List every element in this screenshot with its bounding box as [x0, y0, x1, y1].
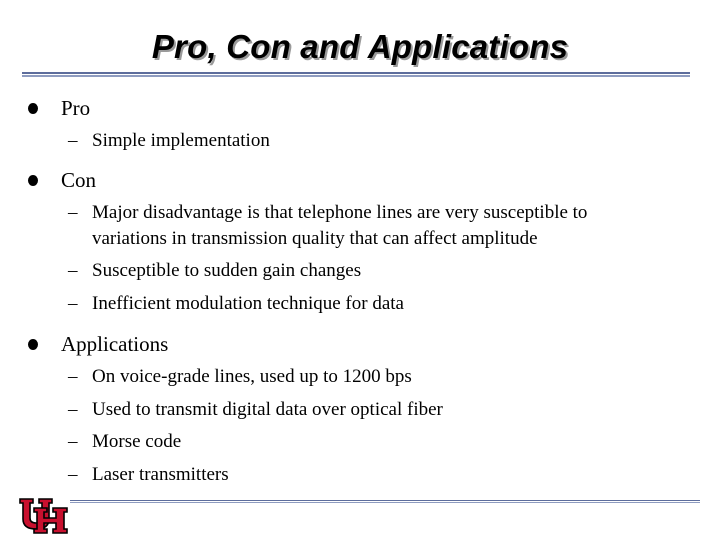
dash-icon: – [68, 202, 78, 223]
sub-item-text: Inefficient modulation technique for data [92, 293, 404, 314]
dash-icon: – [68, 260, 78, 281]
bullet-label: Pro [61, 96, 91, 120]
sub-item-text: Susceptible to sudden gain changes [92, 260, 362, 281]
sub-item-text: Morse code [92, 431, 182, 452]
bullet-label: Applications [61, 332, 169, 356]
dash-icon: – [68, 366, 78, 387]
sub-item-text: On voice-grade lines, used up to 1200 bps [92, 366, 412, 387]
bullet-dot-icon [28, 339, 38, 350]
sub-item-text: Simple implementation [92, 130, 270, 151]
bullet-dot-icon [28, 103, 38, 114]
sub-item-text: Laser transmitters [92, 464, 229, 485]
dash-icon: – [68, 431, 78, 452]
dash-icon: – [68, 293, 78, 314]
bullet-label: Con [61, 168, 97, 192]
footer-rule [70, 500, 700, 503]
dash-icon: – [68, 399, 78, 420]
bullet-dot-icon [28, 175, 38, 186]
slide-title: Pro, Con and Applications [151, 28, 569, 65]
sub-item-text: Major disadvantage is that telephone lines are very susceptible to [92, 202, 588, 223]
dash-icon: – [68, 464, 78, 485]
sub-item-text: Used to transmit digital data over optical fiber [92, 399, 443, 420]
dash-icon: – [68, 130, 78, 151]
uh-interlocking-logo-icon [16, 496, 72, 536]
title-underline [22, 72, 690, 77]
sub-item-text: variations in transmission quality that can affect amplitude [92, 228, 538, 249]
